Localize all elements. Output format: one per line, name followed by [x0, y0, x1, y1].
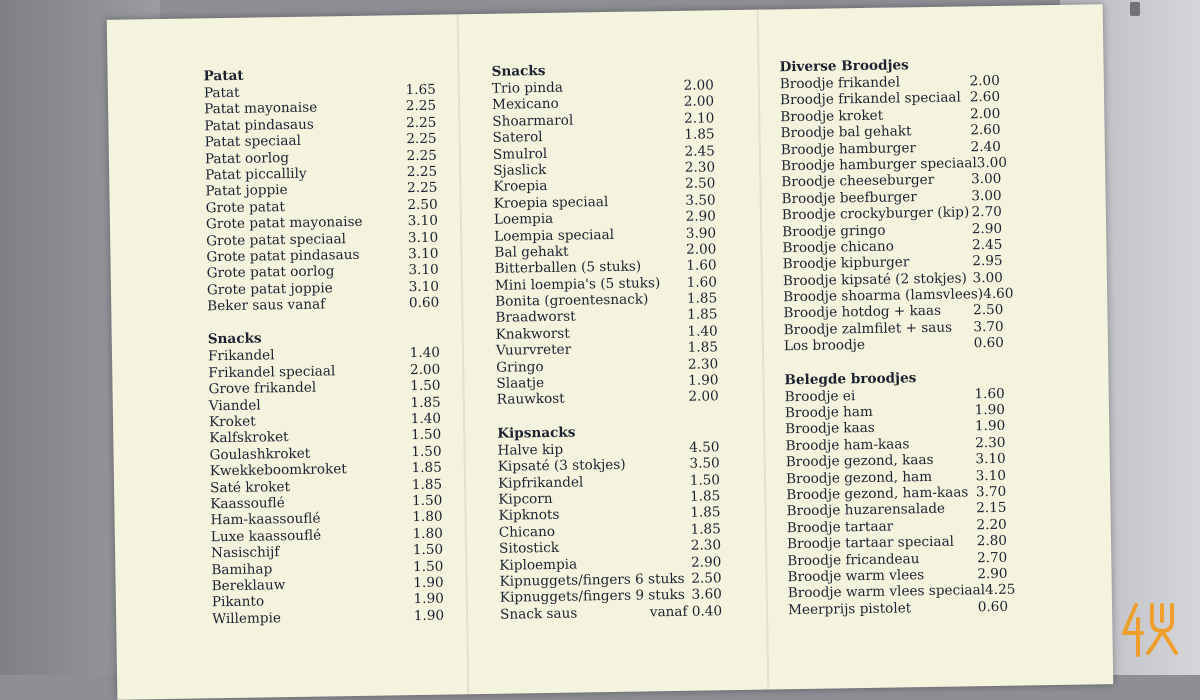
menu-item: [788, 598, 1008, 618]
item-name: Grote patat oorlog: [206, 263, 335, 282]
item-name: Patat piccallily: [205, 165, 307, 184]
item-price: 1.85: [411, 459, 442, 477]
item-price: 1.90: [688, 372, 719, 389]
item-name: Loempia speciaal: [494, 226, 615, 245]
item-name: Broodje chicano: [782, 238, 895, 257]
item-price: 2.40: [970, 138, 1001, 155]
item-price: 1.60: [686, 257, 717, 275]
item-price: 3.50: [685, 192, 716, 209]
section-title: Kipsnacks: [497, 424, 576, 442]
item-price: 1.50: [689, 471, 721, 489]
fork-knife-watermark-icon: [1116, 599, 1186, 659]
item-price: 1.85: [687, 306, 718, 324]
item-price: 3.00: [970, 171, 1002, 188]
item-price: 2.10: [683, 110, 715, 127]
item-price: 1.80: [412, 525, 443, 542]
item-price: 2.70: [971, 203, 1002, 221]
item-price: 2.80: [976, 532, 1008, 550]
item-name: Kwekkeboomkroket: [209, 461, 347, 480]
item-price: 2.90: [685, 208, 717, 225]
paper-fold: [757, 10, 770, 690]
item-price: 0.60: [977, 598, 1009, 615]
item-price: 1.40: [409, 345, 441, 362]
item-price: 3.70: [975, 483, 1007, 501]
item-name: Broodje beefburger: [781, 188, 917, 208]
item-price: 0.60: [408, 294, 440, 312]
item-price: 2.00: [969, 72, 1000, 90]
item-price: 1.50: [412, 541, 444, 559]
item-name: Patat oorlog: [204, 149, 290, 167]
item-price: 3.10: [408, 278, 440, 295]
item-name: Willempie: [212, 609, 282, 627]
item-name: Smulrol: [492, 145, 548, 163]
item-price: 1.85: [686, 290, 718, 307]
item-price: 1.85: [687, 339, 719, 357]
item-price: 2.90: [971, 220, 1003, 237]
menu-item: [500, 603, 722, 623]
item-name: Broodje shoarma (lamsvlees): [783, 286, 984, 306]
item-price: 4.25: [984, 581, 1016, 599]
item-price: 1.90: [413, 574, 444, 592]
item-name: Saté kroket: [209, 478, 291, 496]
item-name: Viandel: [208, 397, 261, 414]
item-name: Kaassouflé: [210, 495, 285, 513]
item-price: 0.60: [973, 335, 1005, 352]
item-name: Broodje warm vlees: [787, 567, 925, 586]
item-price: 2.25: [406, 147, 438, 164]
item-name: Broodje huzarensalade: [786, 501, 946, 520]
item-price: 3.10: [408, 261, 439, 279]
item-name: Patat pindasaus: [204, 116, 314, 135]
item-price: 2.90: [977, 565, 1008, 583]
item-price: 2.90: [690, 553, 722, 571]
menu-item: [783, 285, 1014, 306]
item-name: Sitostick: [498, 539, 560, 557]
item-price: 2.45: [684, 142, 715, 160]
item-name: Meerprijs pistolet: [787, 600, 912, 618]
item-name: Mexicano: [491, 96, 559, 114]
item-name: Broodje tartaar: [786, 518, 894, 537]
item-price: 2.00: [683, 93, 715, 111]
item-price: 1.90: [974, 418, 1006, 435]
item-price: 4.50: [689, 439, 720, 456]
section-title: Diverse Broodjes: [779, 57, 909, 76]
menu-column-2: [491, 60, 722, 623]
item-name: Bonita (groentesnack): [495, 291, 649, 310]
item-name: Broodje gezond, ham-kaas: [786, 484, 969, 504]
item-name: Ham-kaassouflé: [210, 510, 321, 529]
item-name: Broodje ham: [784, 403, 873, 422]
item-price: 1.90: [974, 401, 1006, 419]
section-title: Patat: [203, 67, 244, 85]
item-name: Broodje kroket: [780, 107, 884, 126]
item-name: Broodje kipburger: [782, 254, 910, 273]
item-name: Kipnuggets/fingers 6 stuks: [499, 570, 685, 590]
item-price: 1.50: [411, 492, 443, 510]
item-name: Grove frikandel: [208, 379, 317, 398]
item-price: 2.00: [969, 105, 1001, 123]
item-price: 1.90: [413, 590, 444, 608]
item-price: 2.15: [976, 500, 1007, 517]
item-price: 3.10: [408, 245, 439, 263]
item-name: Broodje hamburger: [780, 139, 917, 158]
item-name: Bamihap: [211, 560, 273, 578]
item-name: Grote patat pindasaus: [206, 246, 360, 266]
item-price: 2.30: [687, 355, 719, 373]
item-name: Snack saus: [499, 605, 578, 623]
item-price: 3.50: [689, 455, 720, 472]
item-price: 1.60: [686, 274, 718, 291]
item-name: Kalfskroket: [209, 429, 289, 447]
item-price: 1.65: [405, 81, 436, 99]
item-name: Nasischijf: [210, 544, 280, 562]
item-name: Kipnuggets/fingers 9 stuks: [499, 587, 685, 607]
item-price: 2.30: [690, 537, 722, 554]
item-price: 2.30: [684, 159, 716, 176]
item-name: Grote patat joppie: [206, 280, 333, 299]
item-name: Slaatje: [496, 375, 545, 392]
menu-column-1: [203, 65, 444, 628]
item-price: 1.90: [413, 607, 445, 624]
item-name: Frikandel speciaal: [208, 363, 336, 382]
item-name: Bitterballen (5 stuks): [494, 258, 642, 278]
item-name: Broodje ham-kaas: [785, 436, 910, 455]
item-price: 1.50: [412, 558, 444, 575]
item-price: 1.50: [411, 443, 442, 460]
item-price: 1.80: [412, 509, 443, 526]
item-name: Kiploempia: [499, 556, 578, 574]
item-price: 3.10: [975, 451, 1006, 468]
item-name: Kipcorn: [498, 490, 553, 508]
paper-fold: [457, 14, 470, 694]
item-price: 1.50: [410, 377, 441, 395]
item-price: 3.00: [976, 154, 1008, 172]
item-price: 2.25: [407, 180, 438, 197]
item-price: 4.60: [983, 285, 1014, 303]
item-price: 1.40: [687, 323, 718, 340]
menu-item: [780, 154, 1008, 175]
item-name: Broodje zalmfilet + saus: [783, 319, 953, 339]
item-name: Kipfrikandel: [497, 474, 584, 492]
item-price: 3.10: [975, 467, 1007, 484]
item-price: 3.00: [972, 269, 1004, 286]
item-name: Grote patat: [205, 198, 286, 217]
item-name: Beker saus vanaf: [207, 296, 326, 315]
item-name: Broodje frikandel speciaal: [779, 89, 961, 109]
item-name: Broodje ei: [784, 387, 856, 405]
item-name: Patat joppie: [205, 182, 288, 200]
item-name: Broodje kaas: [785, 420, 875, 438]
item-name: Kroket: [208, 413, 256, 431]
item-price: 3.60: [691, 586, 722, 604]
item-name: Loempia: [493, 211, 554, 228]
item-price: 2.00: [683, 77, 714, 94]
item-name: Saterol: [492, 129, 543, 146]
section-title: Belegde broodjes: [784, 369, 917, 388]
item-price: 2.00: [685, 241, 717, 258]
item-name: Broodje bal gehakt: [780, 123, 912, 142]
item-price: 2.20: [976, 516, 1007, 534]
item-price: 2.50: [684, 175, 716, 193]
item-price: 3.90: [685, 224, 717, 242]
menu-item: [787, 581, 1016, 602]
item-name: Broodje gezond, kaas: [785, 452, 934, 471]
item-price: 2.95: [972, 253, 1003, 270]
section-title: Snacks: [207, 330, 262, 348]
item-price: 1.85: [410, 394, 441, 411]
item-price: 2.30: [975, 434, 1006, 452]
item-name: Patat speciaal: [204, 133, 302, 151]
item-name: Patat mayonaise: [204, 99, 318, 118]
item-name: Trio pinda: [491, 79, 563, 97]
item-name: Broodje hotdog + kaas: [783, 303, 942, 322]
item-price: 2.50: [972, 302, 1004, 319]
item-price: 2.00: [688, 388, 719, 406]
item-name: Vuurvreter: [495, 341, 572, 360]
menu-column-3: [779, 56, 1016, 618]
item-price: 1.85: [684, 126, 715, 143]
item-name: Mini loempia's (5 stuks): [494, 274, 661, 294]
item-price: 1.40: [410, 410, 442, 428]
item-name: Bal gehakt: [494, 243, 569, 261]
menu-sheet: [107, 4, 1114, 700]
item-price: 3.00: [971, 187, 1002, 205]
item-price: 1.85: [411, 476, 443, 493]
background-hole: [1130, 2, 1140, 16]
item-name: Braadworst: [495, 309, 576, 327]
item-name: Chicano: [498, 523, 556, 541]
item-name: Sjaslick: [493, 161, 547, 179]
item-name: Bereklauw: [211, 577, 286, 595]
item-name: Broodje crockyburger (kip): [781, 204, 970, 224]
item-price: vanaf 0.40: [649, 602, 723, 621]
item-name: Broodje frikandel: [779, 74, 901, 93]
item-name: Grote patat mayonaise: [205, 213, 363, 233]
item-price: 2.00: [409, 361, 441, 379]
item-price: 1.85: [689, 488, 721, 505]
item-name: Broodje tartaar speciaal: [786, 533, 955, 553]
item-name: Kroepia speciaal: [493, 193, 609, 212]
item-price: 2.25: [405, 114, 437, 131]
item-name: Goulashkroket: [209, 445, 311, 464]
item-name: Gringo: [496, 358, 544, 376]
item-name: Broodje fricandeau: [787, 550, 920, 569]
item-name: Kroepia: [493, 178, 548, 196]
item-price: 2.25: [406, 163, 438, 181]
item-name: Kipknots: [498, 507, 560, 525]
item-price: 2.45: [971, 236, 1003, 254]
item-name: Broodje gezond, ham: [785, 468, 933, 487]
item-price: 2.60: [969, 89, 1001, 106]
item-name: Broodje gringo: [782, 222, 886, 240]
item-price: 2.60: [970, 122, 1001, 139]
menu-item: [212, 607, 444, 627]
item-name: Broodje warm vlees speciaal: [787, 582, 986, 602]
item-name: Broodje kipsaté (2 stokjes): [782, 270, 968, 289]
item-price: 3.10: [407, 212, 439, 230]
item-price: 2.50: [691, 570, 722, 587]
item-name: Broodje hamburger speciaal: [780, 155, 977, 175]
item-name: Frikandel: [207, 347, 275, 365]
item-price: 3.70: [973, 318, 1004, 336]
item-name: Shoarmarol: [492, 112, 574, 130]
item-price: 2.50: [407, 196, 438, 213]
item-price: 1.85: [690, 521, 721, 538]
menu-item: [782, 204, 1002, 224]
item-name: Rauwkost: [496, 391, 565, 409]
item-name: Luxe kaassouflé: [210, 527, 322, 546]
item-price: 1.50: [410, 427, 442, 444]
item-name: Broodje cheeseburger: [781, 172, 935, 191]
item-price: 1.60: [974, 385, 1005, 402]
section-title: Snacks: [491, 62, 546, 80]
item-price: 2.70: [976, 549, 1008, 566]
item-name: Pikanto: [211, 593, 265, 611]
item-name: Los broodje: [783, 337, 866, 355]
item-name: Grote patat speciaal: [206, 230, 347, 249]
item-name: Kipsaté (3 stokjes): [497, 456, 626, 475]
item-price: 2.25: [405, 98, 437, 115]
item-price: 3.10: [407, 229, 439, 246]
item-name: Patat: [203, 84, 240, 102]
item-price: 2.25: [406, 130, 437, 148]
item-name: Halve kip: [497, 441, 564, 459]
item-name: Knakworst: [495, 325, 570, 343]
item-price: 1.85: [690, 504, 721, 522]
